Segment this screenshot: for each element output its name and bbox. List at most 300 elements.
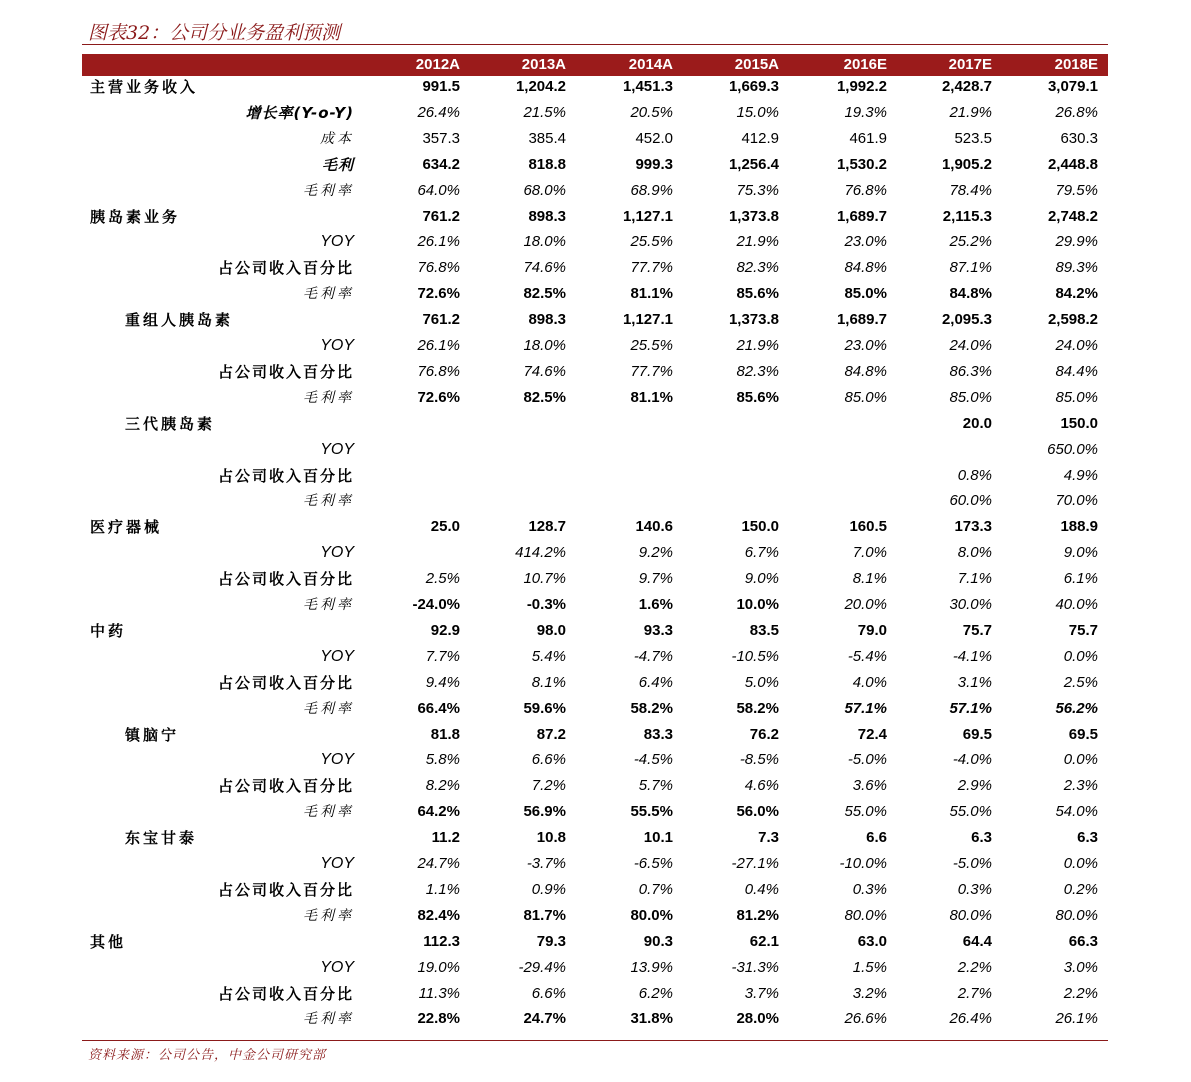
table-cell: 25.2% bbox=[949, 233, 992, 251]
table-cell: 412.9 bbox=[741, 129, 779, 147]
table-cell: 90.3 bbox=[643, 932, 673, 950]
table-cell: 1,256.4 bbox=[728, 155, 779, 173]
table-cell: 3.6% bbox=[852, 777, 887, 795]
table-cell: 6.3 bbox=[1077, 829, 1098, 847]
table-cell: 89.3% bbox=[1055, 259, 1098, 277]
row-label: 毛利率 bbox=[303, 700, 354, 717]
table-cell: 66.3 bbox=[1068, 932, 1098, 950]
table-cell: 10.0% bbox=[736, 596, 779, 613]
table-cell: 92.9 bbox=[430, 621, 460, 639]
table-row bbox=[82, 618, 1108, 644]
table-cell: 84.8% bbox=[949, 285, 992, 303]
figure-title: 图表32：公司分业务盈利预测 bbox=[88, 22, 341, 44]
row-label: YOY bbox=[320, 440, 354, 458]
table-cell: 26.6% bbox=[844, 1010, 887, 1028]
table-cell: 2.5% bbox=[425, 570, 460, 588]
table-cell: 11.2 bbox=[431, 829, 460, 847]
table-cell: 2,748.2 bbox=[1047, 207, 1098, 225]
table-cell: -10.0% bbox=[839, 855, 887, 872]
row-label: YOY bbox=[320, 855, 354, 872]
column-header-2015a: 2015A bbox=[734, 56, 779, 73]
table-cell: 2.2% bbox=[1063, 984, 1098, 1002]
row-label: 毛利率 bbox=[303, 286, 354, 303]
table-cell: 2.3% bbox=[1063, 777, 1098, 795]
row-label: 医疗器械 bbox=[90, 518, 163, 537]
table-cell: 80.0% bbox=[844, 906, 887, 924]
table-row bbox=[82, 981, 1108, 1007]
table-cell: 9.4% bbox=[425, 673, 460, 691]
table-cell: -6.5% bbox=[633, 855, 673, 872]
table-cell: 1,204.2 bbox=[515, 78, 566, 95]
table-cell: 85.0% bbox=[949, 388, 992, 406]
table-row bbox=[82, 100, 1108, 126]
table-cell: 10.8 bbox=[536, 829, 566, 847]
table-cell: 69.5 bbox=[962, 725, 992, 743]
table-cell: 78.4% bbox=[949, 181, 992, 199]
table-cell: 3.7% bbox=[744, 984, 779, 1002]
table-cell: 3.0% bbox=[1063, 958, 1098, 976]
table-cell: 6.6% bbox=[531, 751, 566, 769]
table-cell: 10.1 bbox=[643, 829, 673, 847]
table-cell: 26.8% bbox=[1055, 103, 1098, 121]
table-cell: 2,428.7 bbox=[941, 78, 992, 95]
table-row bbox=[82, 903, 1108, 929]
table-cell bbox=[350, 488, 460, 514]
table-cell: 76.8% bbox=[844, 181, 887, 199]
row-label: 胰岛素业务 bbox=[90, 207, 181, 226]
table-cell: 7.0% bbox=[852, 544, 887, 562]
table-cell: 25.5% bbox=[630, 337, 673, 354]
table-cell: 26.4% bbox=[949, 1010, 992, 1028]
row-label: 占公司收入百分比 bbox=[217, 466, 354, 485]
row-label: 占公司收入百分比 bbox=[217, 362, 354, 381]
row-label: YOY bbox=[320, 337, 354, 354]
table-row bbox=[82, 592, 1108, 618]
table-cell: -4.0% bbox=[952, 751, 992, 769]
table-cell: 898.3 bbox=[528, 207, 566, 225]
table-cell: 82.5% bbox=[523, 388, 566, 406]
row-label: 毛利率 bbox=[303, 182, 354, 199]
row-label: 其他 bbox=[90, 932, 127, 951]
table-cell: 56.9% bbox=[523, 803, 566, 821]
table-row bbox=[82, 204, 1108, 230]
table-cell: 5.7% bbox=[638, 777, 673, 795]
table-cell: 76.2 bbox=[749, 725, 779, 743]
table-cell: 630.3 bbox=[1060, 129, 1098, 147]
table-cell: 24.0% bbox=[1055, 337, 1098, 354]
table-cell bbox=[563, 437, 673, 463]
table-cell: -4.5% bbox=[633, 751, 673, 769]
table-cell: 7.3 bbox=[758, 829, 779, 847]
table-cell bbox=[563, 411, 673, 437]
table-cell bbox=[350, 463, 460, 489]
table-cell: 19.0% bbox=[417, 958, 460, 976]
row-label: 毛利率 bbox=[303, 804, 354, 821]
row-label: YOY bbox=[320, 751, 354, 769]
table-row bbox=[82, 178, 1108, 204]
table-cell bbox=[777, 463, 887, 489]
table-row bbox=[82, 488, 1108, 514]
table-row bbox=[82, 825, 1108, 851]
table-cell: 86.3% bbox=[949, 362, 992, 380]
row-label: YOY bbox=[320, 233, 354, 251]
table-row bbox=[82, 722, 1108, 748]
table-cell: 11.3% bbox=[418, 984, 460, 1002]
table-cell: 8.1% bbox=[852, 570, 887, 588]
row-label: 三代胰岛素 bbox=[125, 414, 216, 433]
table-cell: 7.1% bbox=[957, 570, 992, 588]
table-cell: 87.1% bbox=[949, 259, 992, 277]
table-cell: 81.2% bbox=[736, 906, 779, 924]
row-label: 中药 bbox=[90, 621, 127, 640]
row-label: YOY bbox=[320, 544, 354, 562]
table-cell bbox=[456, 488, 566, 514]
table-cell: 55.0% bbox=[844, 803, 887, 821]
table-cell: 85.0% bbox=[844, 285, 887, 303]
table-row bbox=[82, 333, 1108, 359]
table-cell: 24.0% bbox=[949, 337, 992, 354]
table-cell: 9.0% bbox=[1063, 544, 1098, 562]
table-cell: 54.0% bbox=[1055, 803, 1098, 821]
table-cell: 57.1% bbox=[949, 699, 992, 717]
table-cell: 63.0 bbox=[857, 932, 887, 950]
table-cell: 58.2% bbox=[736, 699, 779, 717]
table-cell: 9.0% bbox=[744, 570, 779, 588]
row-label: 毛利率 bbox=[303, 493, 354, 510]
table-cell: 4.0% bbox=[852, 673, 887, 691]
table-cell: 112.3 bbox=[423, 932, 460, 950]
table-cell: 1,669.3 bbox=[728, 78, 779, 95]
table-cell: 991.5 bbox=[422, 78, 460, 95]
row-label: 重组人胰岛素 bbox=[125, 311, 234, 330]
table-cell bbox=[669, 411, 779, 437]
table-cell: 80.0% bbox=[1055, 906, 1098, 924]
table-cell: 29.9% bbox=[1055, 233, 1098, 251]
table-cell: 26.1% bbox=[1055, 1010, 1098, 1028]
table-cell: 2.5% bbox=[1063, 673, 1098, 691]
table-cell: 650.0% bbox=[1047, 440, 1098, 458]
table-cell: 24.7% bbox=[523, 1010, 566, 1028]
table-cell: -8.5% bbox=[739, 751, 779, 769]
column-header-2016e: 2016E bbox=[843, 56, 887, 73]
table-cell: 160.5 bbox=[849, 518, 887, 536]
table-row bbox=[82, 929, 1108, 955]
table-cell: 8.2% bbox=[425, 777, 460, 795]
table-cell: 80.0% bbox=[949, 906, 992, 924]
table-cell: 0.9% bbox=[531, 880, 566, 898]
table-cell: 140.6 bbox=[635, 518, 673, 536]
table-cell: 81.1% bbox=[630, 285, 673, 303]
table-cell: 8.1% bbox=[531, 673, 566, 691]
table-cell bbox=[350, 437, 460, 463]
row-label: 占公司收入百分比 bbox=[217, 259, 354, 278]
table-cell: 1,451.3 bbox=[622, 78, 673, 95]
table-cell: 21.9% bbox=[949, 103, 992, 121]
table-cell: 2,448.8 bbox=[1047, 155, 1098, 173]
table-cell: 2,598.2 bbox=[1047, 311, 1098, 329]
table-cell: 77.7% bbox=[630, 362, 673, 380]
row-label: 毛利率 bbox=[303, 597, 354, 613]
table-row bbox=[82, 126, 1108, 152]
table-cell: 68.0% bbox=[523, 181, 566, 199]
table-cell: 79.3 bbox=[536, 932, 566, 950]
table-cell bbox=[456, 411, 566, 437]
table-row bbox=[82, 670, 1108, 696]
table-cell: 3.2% bbox=[852, 984, 887, 1002]
table-cell: 1,689.7 bbox=[836, 207, 887, 225]
table-cell: -4.1% bbox=[952, 647, 992, 665]
table-row bbox=[82, 437, 1108, 463]
table-row bbox=[82, 799, 1108, 825]
table-cell: 60.0% bbox=[949, 492, 992, 510]
table-cell: 24.7% bbox=[417, 855, 460, 872]
table-cell: 0.4% bbox=[744, 880, 779, 898]
table-cell: 0.3% bbox=[852, 880, 887, 898]
table-row bbox=[82, 540, 1108, 566]
row-label: 镇脑宁 bbox=[125, 725, 180, 744]
table-cell: 128.7 bbox=[528, 518, 566, 536]
table-cell: 3.1% bbox=[957, 673, 992, 691]
table-cell: 81.7% bbox=[523, 906, 566, 924]
table-cell: 70.0% bbox=[1055, 492, 1098, 510]
table-cell: 87.2 bbox=[536, 725, 566, 743]
table-cell: 93.3 bbox=[643, 621, 673, 639]
table-cell: 414.2% bbox=[515, 544, 566, 562]
table-cell: 64.2% bbox=[417, 803, 460, 821]
table-cell: 9.2% bbox=[638, 544, 673, 562]
table-cell: 4.9% bbox=[1063, 466, 1098, 484]
table-cell: 7.7% bbox=[425, 647, 460, 665]
table-cell: 75.3% bbox=[736, 181, 779, 199]
table-cell: 0.0% bbox=[1063, 647, 1098, 665]
table-cell bbox=[777, 488, 887, 514]
table-cell: -0.3% bbox=[526, 596, 566, 613]
table-cell: 1,530.2 bbox=[836, 155, 887, 173]
table-cell: 76.8% bbox=[417, 259, 460, 277]
table-cell: 150.0 bbox=[1060, 414, 1098, 432]
table-cell: 6.6 bbox=[866, 829, 887, 847]
table-row bbox=[82, 463, 1108, 489]
table-cell: 81.8 bbox=[430, 725, 460, 743]
table-cell: 74.6% bbox=[523, 259, 566, 277]
table-cell: 21.9% bbox=[736, 337, 779, 354]
table-cell: 0.3% bbox=[957, 880, 992, 898]
table-cell: 452.0 bbox=[635, 129, 673, 147]
row-label: 占公司收入百分比 bbox=[217, 880, 354, 899]
table-cell: -4.7% bbox=[633, 647, 673, 665]
table-cell: 23.0% bbox=[844, 337, 887, 354]
table-cell: 15.0% bbox=[736, 103, 779, 121]
table-cell: 21.5% bbox=[523, 103, 566, 121]
table-cell bbox=[669, 463, 779, 489]
table-cell: 1.6% bbox=[638, 596, 673, 613]
row-label: 毛利率 bbox=[303, 1011, 354, 1028]
table-cell: 6.6% bbox=[531, 984, 566, 1002]
table-cell: 10.7% bbox=[523, 570, 566, 588]
table-cell: 30.0% bbox=[949, 596, 992, 613]
bottom-rule bbox=[82, 1040, 1108, 1041]
row-label: 毛利率 bbox=[303, 907, 354, 924]
row-label: 占公司收入百分比 bbox=[217, 570, 354, 589]
table-cell: 72.6% bbox=[417, 388, 460, 406]
table-cell: 57.1% bbox=[844, 699, 887, 717]
table-cell: 20.0 bbox=[962, 414, 992, 432]
table-cell: 8.0% bbox=[957, 544, 992, 562]
row-label: YOY bbox=[320, 958, 354, 976]
table-cell: 66.4% bbox=[417, 699, 460, 717]
table-cell: -5.0% bbox=[847, 751, 887, 769]
table-cell: 64.0% bbox=[417, 181, 460, 199]
table-cell: 20.0% bbox=[844, 596, 887, 613]
table-cell: 82.3% bbox=[736, 362, 779, 380]
table-row bbox=[82, 514, 1108, 540]
table-cell: 6.3 bbox=[971, 829, 992, 847]
column-header-2018e: 2018E bbox=[1054, 56, 1098, 73]
table-cell: 2,095.3 bbox=[941, 311, 992, 329]
table-cell: 6.1% bbox=[1063, 570, 1098, 588]
table-cell: 1,373.8 bbox=[728, 207, 779, 225]
table-cell: 72.6% bbox=[417, 285, 460, 303]
column-header-2014a: 2014A bbox=[628, 56, 673, 73]
table-cell: 26.1% bbox=[417, 337, 460, 354]
table-row bbox=[82, 385, 1108, 411]
table-row bbox=[82, 411, 1108, 437]
table-row bbox=[82, 851, 1108, 877]
table-cell: 2.7% bbox=[957, 984, 992, 1002]
table-cell bbox=[350, 540, 460, 566]
table-cell: 0.0% bbox=[1063, 855, 1098, 872]
table-row bbox=[82, 955, 1108, 981]
table-cell: 85.6% bbox=[736, 388, 779, 406]
table-cell: 523.5 bbox=[954, 129, 992, 147]
table-cell bbox=[563, 463, 673, 489]
table-cell: 150.0 bbox=[741, 518, 779, 536]
table-cell: 40.0% bbox=[1055, 596, 1098, 613]
table-cell: -24.0% bbox=[412, 596, 460, 613]
table-cell: 85.0% bbox=[1055, 388, 1098, 406]
table-cell: 0.7% bbox=[638, 880, 673, 898]
table-row bbox=[82, 307, 1108, 333]
table-cell: -5.0% bbox=[952, 855, 992, 872]
table-cell: 6.7% bbox=[744, 544, 779, 562]
table-cell bbox=[882, 437, 992, 463]
table-cell: -29.4% bbox=[518, 958, 566, 976]
table-cell: 1,373.8 bbox=[728, 311, 779, 329]
table-cell bbox=[777, 437, 887, 463]
table-cell: 898.3 bbox=[528, 311, 566, 329]
table-cell: 18.0% bbox=[523, 233, 566, 251]
table-cell: 31.8% bbox=[630, 1010, 673, 1028]
table-cell: 58.2% bbox=[630, 699, 673, 717]
table-cell: 25.5% bbox=[630, 233, 673, 251]
table-cell: -31.3% bbox=[731, 958, 779, 976]
table-cell: 85.0% bbox=[844, 388, 887, 406]
table-cell: 56.2% bbox=[1055, 699, 1098, 717]
table-cell: 6.2% bbox=[638, 984, 673, 1002]
table-cell: 385.4 bbox=[528, 129, 566, 147]
table-cell bbox=[669, 488, 779, 514]
table-cell: 5.8% bbox=[425, 751, 460, 769]
table-cell: 26.4% bbox=[417, 103, 460, 121]
table-cell: 3,079.1 bbox=[1047, 78, 1098, 95]
table-cell: 1,905.2 bbox=[941, 155, 992, 173]
table-cell: 1,127.1 bbox=[622, 311, 673, 329]
table-cell: -10.5% bbox=[731, 647, 779, 665]
table-cell: 4.6% bbox=[744, 777, 779, 795]
table-cell: 28.0% bbox=[736, 1010, 779, 1028]
table-cell: 1,689.7 bbox=[836, 311, 887, 329]
table-cell: 69.5 bbox=[1068, 725, 1098, 743]
row-label: 毛利 bbox=[321, 155, 354, 174]
table-cell: 761.2 bbox=[422, 207, 460, 225]
table-cell: 84.8% bbox=[844, 259, 887, 277]
table-cell: 84.2% bbox=[1055, 285, 1098, 303]
table-cell: 76.8% bbox=[417, 362, 460, 380]
table-row bbox=[82, 229, 1108, 255]
table-cell: 21.9% bbox=[736, 233, 779, 251]
row-label: 毛利率 bbox=[303, 389, 354, 406]
table-cell: 1,127.1 bbox=[622, 207, 673, 225]
row-label: 主营业务收入 bbox=[90, 78, 199, 96]
table-cell: 5.4% bbox=[531, 647, 566, 665]
table-row bbox=[82, 359, 1108, 385]
table-cell: 79.0 bbox=[857, 621, 887, 639]
table-cell: 82.3% bbox=[736, 259, 779, 277]
table-cell bbox=[456, 437, 566, 463]
table-cell: 0.8% bbox=[957, 466, 992, 484]
table-row bbox=[82, 644, 1108, 670]
table-cell: 9.7% bbox=[638, 570, 673, 588]
table-row bbox=[82, 1006, 1108, 1032]
table-cell: 357.3 bbox=[422, 129, 460, 147]
column-header-2012a: 2012A bbox=[415, 56, 460, 73]
row-label: 东宝甘泰 bbox=[125, 829, 198, 848]
table-cell: 634.2 bbox=[422, 155, 460, 173]
table-row bbox=[82, 696, 1108, 722]
table-cell: 77.7% bbox=[630, 259, 673, 277]
table-cell bbox=[456, 463, 566, 489]
row-label: 成本 bbox=[320, 130, 354, 147]
source-note: 资料来源：公司公告，中金公司研究部 bbox=[88, 1048, 327, 1063]
table-cell: 0.2% bbox=[1063, 880, 1098, 898]
table-cell: 79.5% bbox=[1055, 181, 1098, 199]
table-cell: 5.0% bbox=[744, 673, 779, 691]
column-header-2017e: 2017E bbox=[948, 56, 992, 73]
title-rule bbox=[82, 44, 1108, 45]
table-cell: -5.4% bbox=[847, 647, 887, 665]
row-label: 占公司收入百分比 bbox=[217, 777, 354, 796]
table-cell: 82.4% bbox=[417, 906, 460, 924]
table-cell: 56.0% bbox=[736, 803, 779, 821]
table-cell: 13.9% bbox=[630, 958, 673, 976]
table-cell: 2.9% bbox=[957, 777, 992, 795]
table-cell: 64.4 bbox=[962, 932, 992, 950]
table-cell: 80.0% bbox=[630, 906, 673, 924]
table-cell: 7.2% bbox=[531, 777, 566, 795]
table-row bbox=[82, 152, 1108, 178]
table-cell: -3.7% bbox=[526, 855, 566, 872]
table-cell bbox=[350, 411, 460, 437]
table-row bbox=[82, 877, 1108, 903]
table-cell: 461.9 bbox=[849, 129, 887, 147]
table-cell: 173.3 bbox=[954, 518, 992, 536]
table-cell: 18.0% bbox=[523, 337, 566, 354]
table-cell: 1,992.2 bbox=[836, 78, 887, 95]
row-label: YOY bbox=[320, 647, 354, 665]
table-cell: 20.5% bbox=[630, 103, 673, 121]
table-row bbox=[82, 255, 1108, 281]
table-cell: 55.0% bbox=[949, 803, 992, 821]
